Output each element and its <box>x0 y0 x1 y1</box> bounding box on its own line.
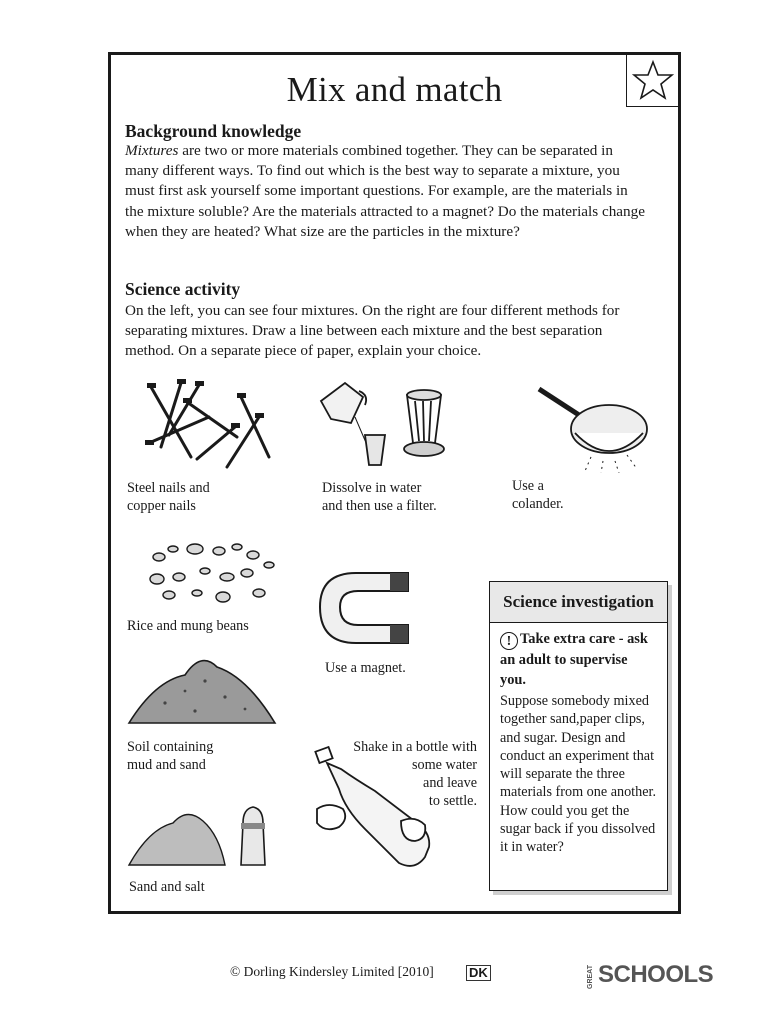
exclamation-icon: ! <box>500 632 518 650</box>
magnet-icon <box>316 565 416 650</box>
great-schools-logo: SCHOOLS <box>598 961 714 988</box>
sand-salt-icon <box>125 801 285 871</box>
star-icon <box>632 59 674 101</box>
worksheet <box>108 52 681 914</box>
activity-heading: Science activity <box>125 279 241 299</box>
method-magnet-label: Use a magnet. <box>325 660 406 676</box>
dk-logo: DK <box>466 965 491 981</box>
colander-icon <box>531 383 651 473</box>
star-box <box>626 55 678 107</box>
page-title: Mix and match <box>286 70 503 109</box>
method-colander-label: Use a colander. <box>512 478 564 512</box>
investigation-heading: Science investigation <box>490 582 667 623</box>
mixture-beans-label: Rice and mung beans <box>127 618 249 634</box>
beans-icon <box>139 537 279 607</box>
mixtures-term: Mixtures <box>125 142 179 159</box>
background-heading: Background knowledge <box>125 121 302 141</box>
nails-icon <box>139 377 279 472</box>
method-filter-label: Dissolve in water and then use a filter. <box>322 480 437 514</box>
background-paragraph <box>125 141 645 242</box>
mixture-sand-salt-label: Sand and salt <box>129 879 205 895</box>
investigation-box <box>489 581 668 891</box>
copyright: © Dorling Kindersley Limited [2010] <box>230 964 434 979</box>
background-text: are two or more materials combined together. They can be separated in many different ways. To find out which is the best way to separate a mixture, you must first ask yourself some important questions. For example, are the materials in the mixture soluble? Are the materials attracted to a magnet? Do the materials change when they are heated? What size are the particles in the mixture? <box>125 142 645 240</box>
great-schools-logo-prefix: GREAT <box>587 965 594 989</box>
mixture-soil-label: Soil containing mud and sand <box>127 739 214 773</box>
mixture-nails-label: Steel nails and copper nails <box>127 480 210 514</box>
warning-text: Take extra care - ask an adult to supervise you. <box>500 631 648 688</box>
soil-pile-icon <box>125 651 277 729</box>
warning-note <box>500 629 657 690</box>
investigation-text: Suppose somebody mixed together sand,paper clips, and sugar. Design and conduct an experiment that will separate the three materials from one another. How could you get the sugar back if you dissolved it in water? <box>500 693 657 856</box>
method-shake-label: Shake in a bottle with some water and leave to settle. <box>353 739 477 809</box>
pour-filter-icon <box>315 373 455 471</box>
activity-text: On the left, you can see four mixtures. On the right are four different methods for separating mixtures. Draw a line between each mixture and the best separation method. On a separate piece of paper, explain your choice. <box>125 302 620 360</box>
